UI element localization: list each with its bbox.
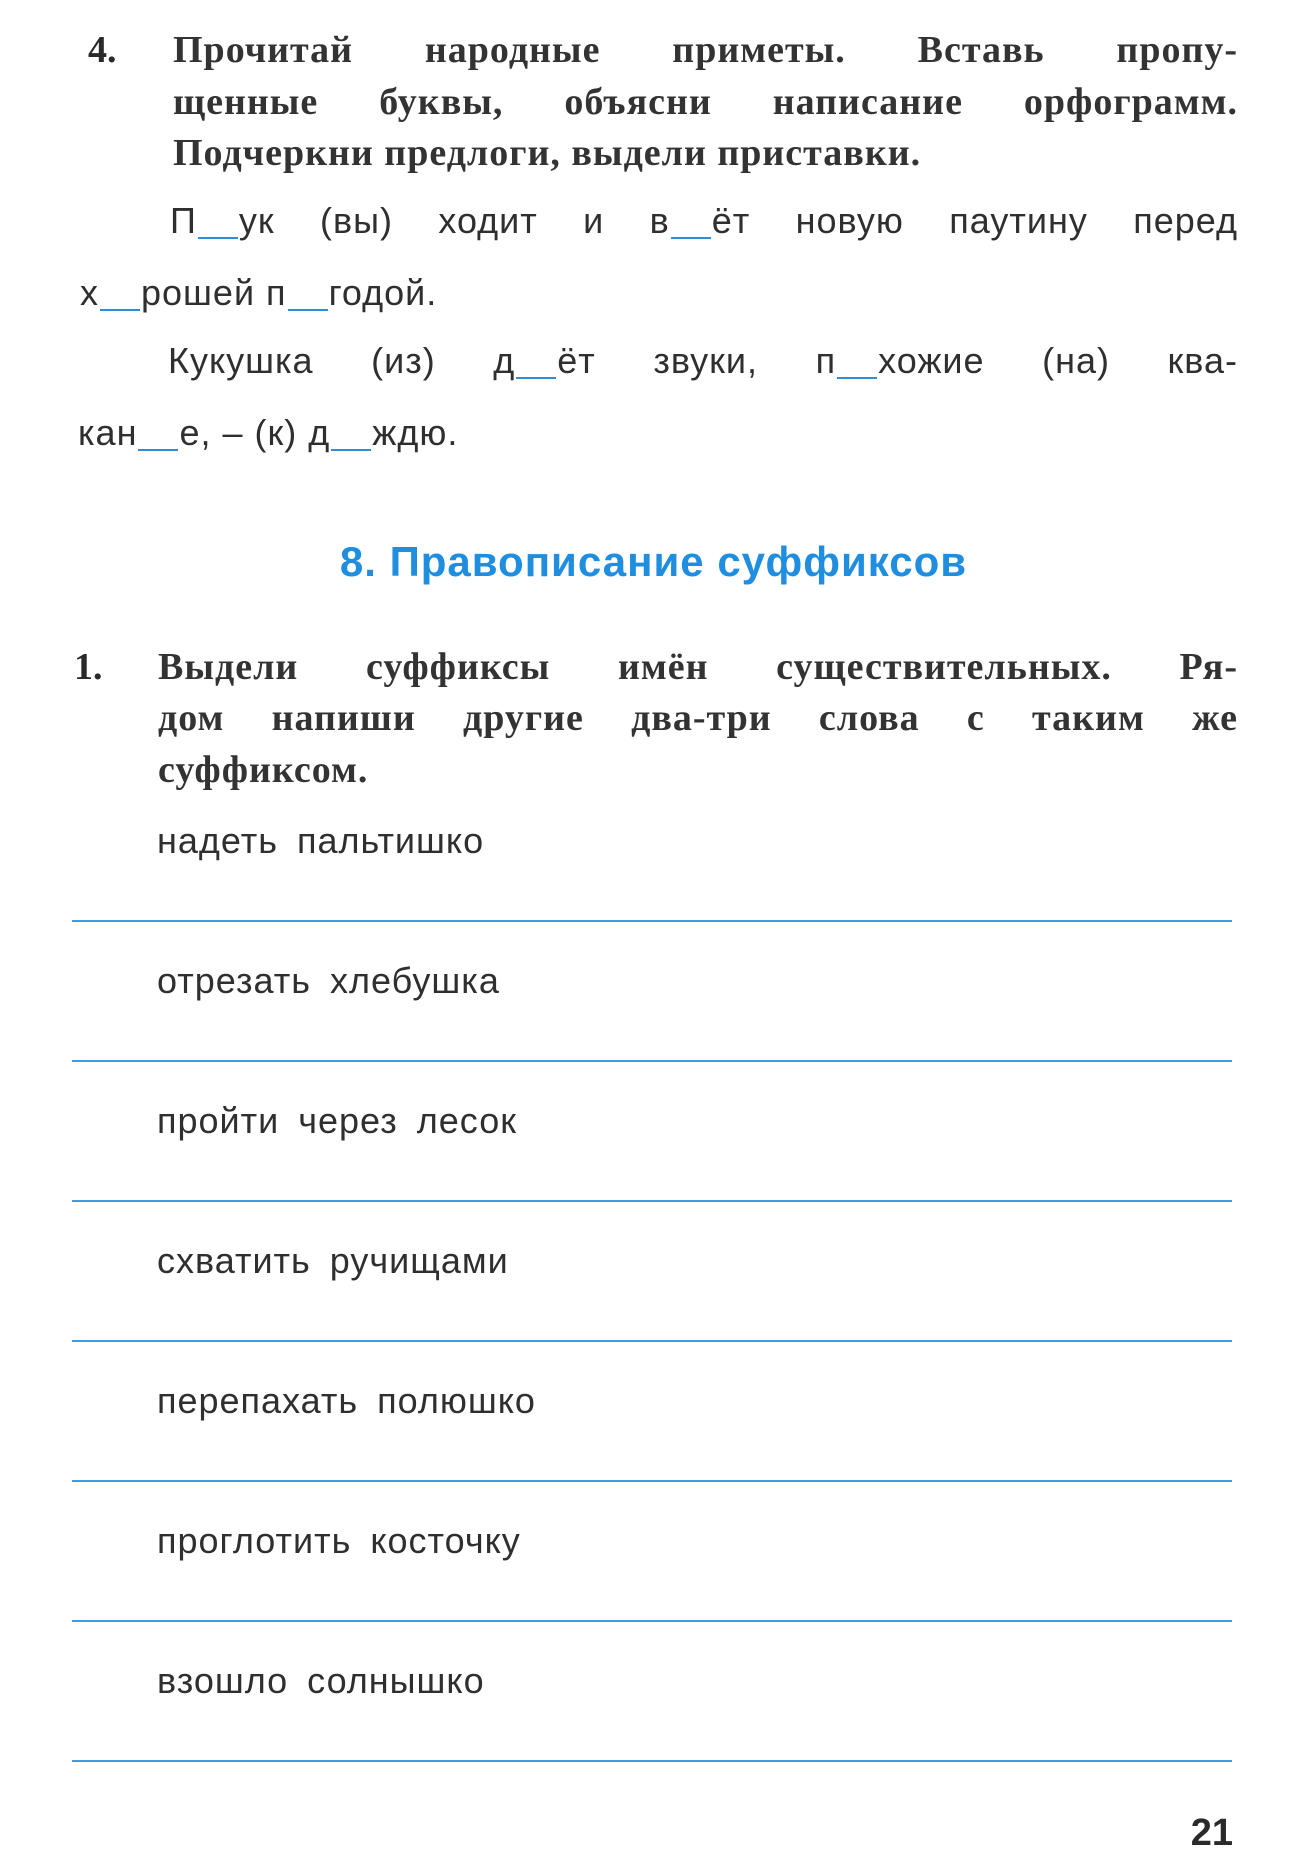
task-4-instruction-line-1: Прочитай народные приметы. Вставь пропу- <box>173 29 1238 71</box>
task-4-sentence-1-line-1 <box>170 200 1238 242</box>
word-pair-1: надеть пальтишко <box>157 820 485 861</box>
word-pair-3: пройти через лесок <box>157 1100 517 1141</box>
sentence-fragment: кан <box>78 412 138 453</box>
task-1-number: 1. <box>74 646 103 688</box>
word-pair-2: отрезать хлебушка <box>157 960 500 1001</box>
blank-slot[interactable] <box>100 309 140 311</box>
answer-line-4[interactable] <box>72 1340 1232 1342</box>
blank-slot[interactable] <box>331 449 371 451</box>
task-4-instruction-line-2: щенные буквы, объясни написание орфограмм. <box>173 81 1238 123</box>
task-1-instruction-line-2: дом напиши другие два-три слова с таким же <box>158 697 1238 739</box>
sentence-fragment: П <box>170 200 197 241</box>
answer-line-2[interactable] <box>72 1060 1232 1062</box>
sentence-fragment: ждю. <box>372 412 459 453</box>
task-1-instruction-line-1: Выдели суффиксы имён существительных. Ря- <box>158 646 1238 688</box>
answer-line-6[interactable] <box>72 1620 1232 1622</box>
task-4-instruction-line-3: Подчеркни предлоги, выдели приставки. <box>173 132 922 174</box>
blank-slot[interactable] <box>837 377 877 379</box>
sentence-fragment: ёт новую паутину перед <box>711 200 1238 241</box>
sentence-fragment: х <box>80 272 99 313</box>
task-4-sentence-2-line-2 <box>78 412 458 454</box>
blank-slot[interactable] <box>516 377 556 379</box>
sentence-fragment: ук (вы) ходит и в <box>238 200 670 241</box>
sentence-fragment: Кукушка (из) д <box>168 340 516 381</box>
word-pair-4: схватить ручищами <box>157 1240 509 1281</box>
sentence-fragment: ёт звуки, п <box>557 340 837 381</box>
sentence-fragment: рошей п <box>141 272 287 313</box>
word-pair-5: перепахать полюшко <box>157 1380 536 1421</box>
sentence-fragment: е, – (к) д <box>179 412 331 453</box>
answer-line-3[interactable] <box>72 1200 1232 1202</box>
word-pair-6: проглотить косточку <box>157 1520 521 1561</box>
sentence-fragment: годой. <box>328 272 438 313</box>
answer-line-1[interactable] <box>72 920 1232 922</box>
answer-line-5[interactable] <box>72 1480 1232 1482</box>
blank-slot[interactable] <box>198 237 238 239</box>
blank-slot[interactable] <box>671 237 711 239</box>
answer-line-7[interactable] <box>72 1760 1232 1762</box>
sentence-fragment: хожие (на) ква- <box>878 340 1239 381</box>
task-4-sentence-2-line-1 <box>168 340 1238 382</box>
task-1-instruction-line-3: суффиксом. <box>158 749 369 791</box>
page-number: 21 <box>1190 1812 1233 1854</box>
section-title: 8. Правописание суффиксов <box>339 538 968 585</box>
task-4-sentence-1-line-2 <box>80 272 437 314</box>
blank-slot[interactable] <box>288 309 328 311</box>
blank-slot[interactable] <box>138 449 178 451</box>
word-pair-7: взошло солнышко <box>157 1660 485 1701</box>
task-4-number: 4. <box>88 29 117 71</box>
